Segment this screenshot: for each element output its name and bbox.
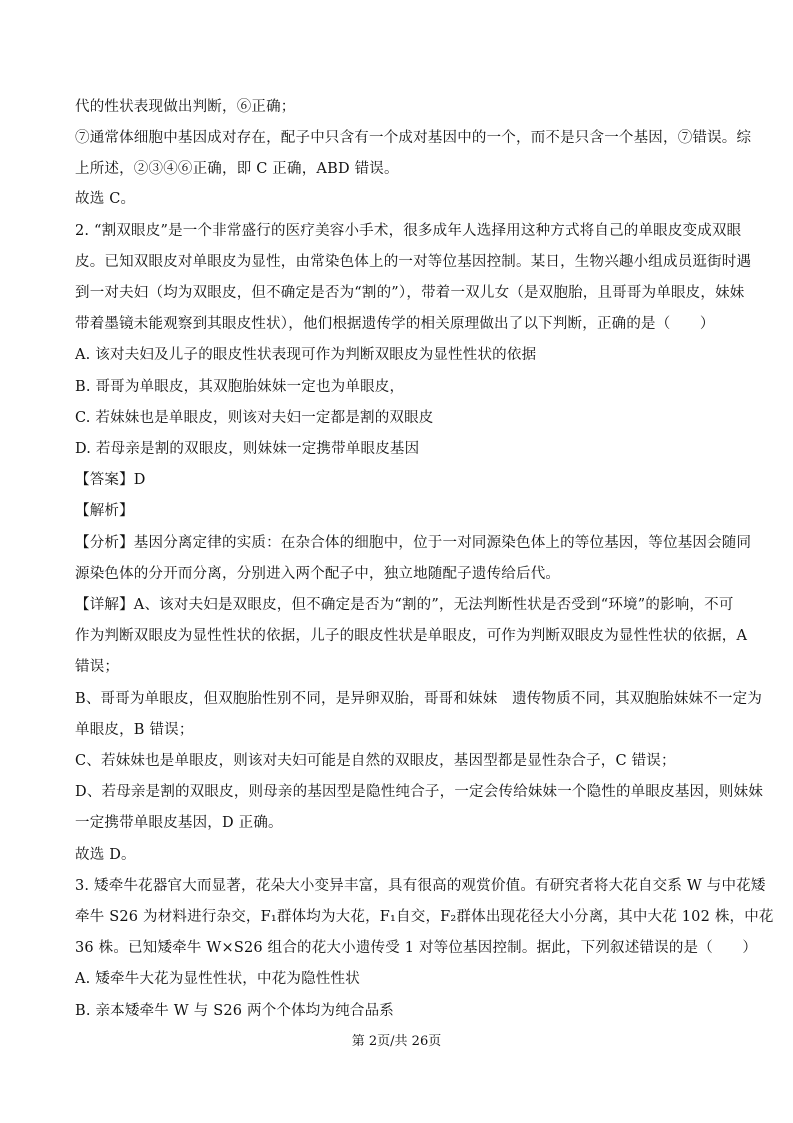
option-d: D. 若母亲是割的双眼皮，则妹妹一定携带单眼皮基因: [75, 441, 420, 457]
option-a: A. 该对夫妇及儿子的眼皮性状表现可作为判断双眼皮为显性性状的依据: [75, 347, 537, 363]
text-line: 错误；: [75, 659, 120, 675]
option-b: B. 亲本矮牵牛 W 与 S26 两个个体均为纯合品系: [75, 1003, 394, 1019]
text-line: 故选 C。: [75, 191, 136, 207]
page-footer: 第 2页/共 26页: [351, 1034, 442, 1049]
text-line: 到一对夫妇（均为双眼皮，但不确定是否为“割的”），带着一双儿女（是双胞胎，且哥哥为单眼皮，妹妹: [75, 285, 745, 301]
answer-line: 【答案】D: [75, 472, 146, 488]
question-line: 2. “割双眼皮”是一个非常盛行的医疗美容小手术，很多成年人选择用这种方式将自己的单眼皮变成双眼: [75, 223, 742, 239]
text-line: 皮。已知双眼皮对单眼皮为显性，由常染色体上的一对等位基因控制。某日，生物兴趣小组成员逛街时遇: [75, 254, 752, 270]
text-line: 牵牛 S26 为材料进行杂交，F₁群体均为大花，F₁自交，F₂群体出现花径大小分离，其中大花 102 株，中花: [75, 909, 774, 925]
text-line: 代的性状表现做出判断，⑥正确；: [75, 99, 296, 115]
option-c: C. 若妹妹也是单眼皮，则该对夫妇一定都是割的双眼皮: [75, 410, 434, 426]
text-line: ⑦通常体细胞中基因成对存在，配子中只含有一个成对基因中的一个，而不是只含一个基因，⑦错误。综: [75, 130, 752, 146]
option-b: B. 哥哥为单眼皮，其双胞胎妹妹一定也为单眼皮，: [75, 379, 405, 395]
text-line: C、若妹妹也是单眼皮，则该对夫妇可能是自然的双眼皮，基因型都是显性杂合子，C 错误；: [75, 753, 676, 769]
option-a: A. 矮牵牛大花为显性性状，中花为隐性性状: [75, 971, 360, 987]
text-line: D、若母亲是割的双眼皮，则母亲的基因型是隐性纯合子，一定会传给妹妹一个隐性的单眼皮基因，则妹妹: [75, 784, 764, 800]
analysis-heading: 【解析】: [75, 503, 134, 519]
text-line: 作为判断双眼皮为显性性状的依据，儿子的眼皮性状是单眼皮，可作为判断双眼皮为显性性状的依据，A: [75, 628, 748, 644]
question-line: 3. 矮牵牛花器官大而显著，花朵大小变异丰富，具有很高的观赏价值。有研究者将大花自交系 W 与中花矮: [75, 878, 766, 894]
text-line: 上所述，②③④⑥正确，即 C 正确，ABD 错误。: [75, 161, 399, 177]
text-line: 一定携带单眼皮基因，D 正确。: [75, 815, 283, 831]
text-line: 【详解】A、该对夫妇是双眼皮，但不确定是否为“割的”，无法判断性状是否受到“环境”的影响，不可: [75, 597, 734, 613]
text-line: 故选 D。: [75, 847, 136, 863]
text-line: 36 株。已知矮牵牛 W×S26 组合的花大小遗传受 1 对等位基因控制。据此，下列叙述错误的是（ ）: [75, 940, 758, 956]
text-line: 单眼皮，B 错误；: [75, 722, 194, 738]
text-line: 【分析】基因分离定律的实质：在杂合体的细胞中，位于一对同源染色体上的等位基因，等位基因会随同: [75, 535, 752, 551]
text-line: B、哥哥为单眼皮，但双胞胎性别不同，是异卵双胎，哥哥和妹妹 遗传物质不同，其双胞胎妹妹不一定为: [75, 691, 763, 707]
text-line: 源染色体的分开而分离，分别进入两个配子中，独立地随配子遗传给后代。: [75, 566, 561, 582]
text-line: 带着墨镜未能观察到其眼皮性状），他们根据遗传学的相关原理做出了以下判断，正确的是（ ）: [75, 316, 715, 332]
